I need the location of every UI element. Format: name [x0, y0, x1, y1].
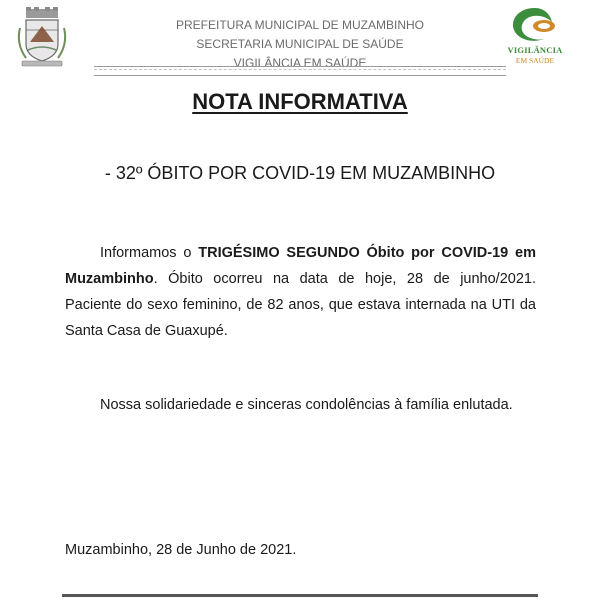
em-saude-logo-text: EM SAÚDE	[515, 56, 555, 65]
crest-crown	[26, 7, 58, 18]
header-line-vigilancia: VIGILÂNCIA EM SAÚDE	[233, 56, 367, 70]
body-intro: Informamos o	[100, 245, 199, 261]
body-highlight: TRIGÉSIMO SEGUNDO Óbito por COVID-19 em Muzambinho	[65, 245, 536, 287]
place-date: Muzambinho, 28 de Junho de 2021.	[65, 542, 297, 558]
document-title-text: NOTA INFORMATIVA	[192, 89, 408, 114]
header-line-prefeitura: PREFEITURA MUNICIPAL DE MUZAMBINHO	[175, 18, 425, 32]
header-separator	[94, 66, 506, 76]
header-line-secretaria: SECRETARIA MUNICIPAL DE SAÚDE	[196, 37, 404, 51]
vigilancia-em-saude-logo	[500, 4, 570, 66]
municipal-crest-logo	[12, 6, 72, 68]
body-paragraph	[65, 240, 536, 344]
document-subtitle: - 32º ÓBITO POR COVID-19 EM MUZAMBINHO	[104, 163, 496, 183]
vigilancia-logo-text: VIGILÂNCIA	[507, 45, 563, 55]
vigilancia-swirl-icon	[500, 4, 570, 46]
header	[100, 16, 500, 73]
document-title	[0, 89, 600, 115]
body-rest: . Óbito ocorreu na data de hoje, 28 de junho/2021. Paciente do sexo feminino, de 82 anos, que estava internada na UTI da Santa Casa de Guaxupé.	[65, 271, 536, 339]
condolences-text: Nossa solidariedade e sinceras condolências à família enlutada.	[100, 397, 513, 413]
bottom-separator	[62, 594, 538, 597]
